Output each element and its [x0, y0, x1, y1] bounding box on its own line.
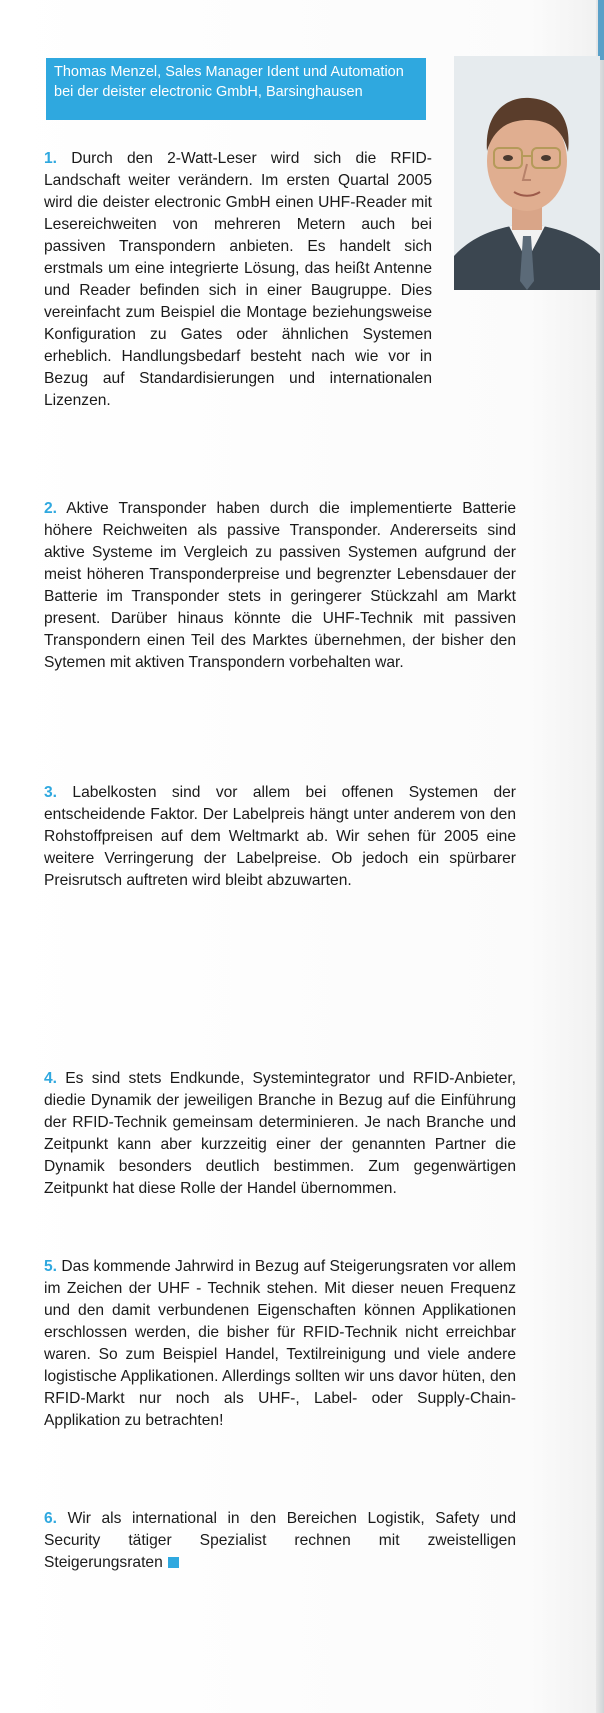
- answer-text-3: Labelkosten sind vor allem bei offenen Systemen der entscheidende Faktor. Der Labelpreis hängt unter anderem von den Rohstoffpreisen auf dem Weltmarkt ab. Wir sehen für 2005 eine weitere Verringerung der Labelpreise. Ob jedoch ein spürbarer Preisrutsch auftreten wird bleibt abzuwarten.: [44, 784, 516, 889]
- answer-number-2: 2.: [44, 500, 58, 517]
- answer-text-2: Aktive Transponder haben durch die implementierte Batterie höhere Reichweiten als passive Transponder. Andererseits sind aktive Systeme im Vergleich zu passiven Systemen aufgrund der meist höheren Transponderpreise und begrenzter Lebensdauer der Batterie im Transponder stets in geringerer Stückzahl am Markt present. Darüber hinaus könnte die UHF-Technik mit passiven Transpondern einen Teil des Marktes übernehmen, der bisher den Sytemen mit aktiven Transpondern vorbehalten war.: [44, 500, 516, 671]
- answer-number-5: 5.: [44, 1258, 58, 1275]
- answer-text-6: Wir als international in den Bereichen Logistik, Safety und Security tätiger Spezialist rechnen mit zweistelligen Steigerungsraten: [44, 1510, 516, 1571]
- portrait-photo: [454, 56, 600, 290]
- answer-paragraph-4: [44, 1068, 516, 1200]
- answer-paragraph-2: [44, 498, 516, 674]
- edge-marker: [598, 0, 604, 60]
- answer-number-1: 1.: [44, 150, 58, 167]
- answer-text-4: Es sind stets Endkunde, Systemintegrator und RFID-Anbieter, diedie Dynamik der jeweiligen Branche in Bezug auf die Einführung der RFID-Technik gemeinsam determinieren. Je nach Branche und Zeitpunkt kann aber kurzzeitig einer der genannten Partner die Dynamik besonders deutlich bestimmen. Zum gegenwärtigen Zeitpunkt hat diese Rolle der Handel übernommen.: [44, 1070, 516, 1197]
- answer-number-4: 4.: [44, 1070, 58, 1087]
- photo-caption: Thomas Menzel, Sales Manager Ident und Automation bei der deister electronic GmbH, Barsinghausen: [46, 58, 426, 120]
- answer-paragraph-5: [44, 1256, 516, 1432]
- end-of-article-square-icon: [168, 1557, 179, 1568]
- answer-paragraph-3: [44, 782, 516, 892]
- answer-paragraph-1: [44, 148, 432, 412]
- answer-number-6: 6.: [44, 1510, 58, 1527]
- answer-paragraph-6: [44, 1508, 516, 1574]
- portrait-icon: [454, 56, 600, 290]
- answer-text-1: Durch den 2-Watt-Leser wird sich die RFID-Landschaft weiter verändern. Im ersten Quartal 2005 wird die deister electronic GmbH einen UHF-Reader mit Lesereichweiten von mehreren Metern auch bei passiven Transpondern anbieten. Es handelt sich erstmals um eine integrierte Lösung, das heißt Antenne und Reader befinden sich in einer Baugruppe. Dies vereinfacht zum Beispiel die Montage beziehungsweise Konfiguration zu Gates oder ähnlichen Systemen erheblich. Handlungsbedarf besteht nach wie vor in Bezug auf Standardisierungen und internationalen Lizenzen.: [44, 150, 432, 409]
- answer-number-3: 3.: [44, 784, 58, 801]
- answer-text-5: Das kommende Jahrwird in Bezug auf Steigerungsraten vor allem im Zeichen der UHF - Technik stehen. Mit dieser neuen Frequenz und den damit verbundenen Eigenschaften können Applikationen erschlossen werden, die bisher für RFID-Technik nicht erreichbar waren. So zum Beispiel Handel, Textilreinigung und viele andere logistische Applikationen. Allerdings sollten wir uns davor hüten, den RFID-Markt nur noch als UHF-, Label- oder Supply-Chain-Applikation zu betrachten!: [44, 1258, 516, 1429]
